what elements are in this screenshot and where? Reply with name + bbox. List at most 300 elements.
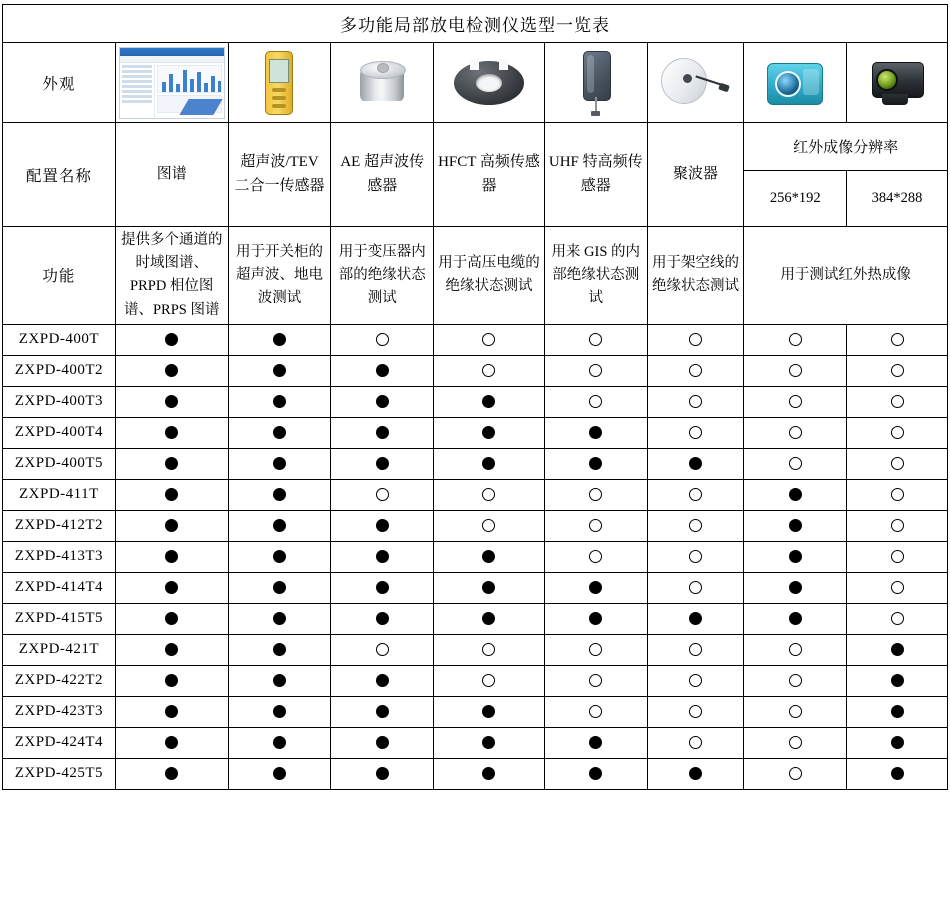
appearance-cell-hfct xyxy=(434,43,545,123)
empty-dot-icon xyxy=(589,674,602,687)
support-cell-ae xyxy=(331,355,434,386)
table-row xyxy=(3,324,948,355)
table-row xyxy=(3,758,948,789)
empty-dot-icon xyxy=(789,457,802,470)
support-cell-dish xyxy=(647,696,744,727)
support-cell-hfct xyxy=(434,541,545,572)
filled-dot-icon xyxy=(589,457,602,470)
empty-dot-icon xyxy=(689,364,702,377)
support-cell-hfct xyxy=(434,479,545,510)
empty-dot-icon xyxy=(891,519,904,532)
filled-dot-icon xyxy=(273,674,286,687)
thermal-camera-dark-icon xyxy=(850,47,944,119)
filled-dot-icon xyxy=(689,767,702,780)
row-label-config-name: 配置名称 xyxy=(3,123,116,227)
empty-dot-icon xyxy=(589,488,602,501)
support-cell-ae xyxy=(331,448,434,479)
model-name-cell: ZXPD-414T4 xyxy=(3,572,116,603)
config-name-row xyxy=(3,123,948,171)
appearance-cell-tev xyxy=(228,43,331,123)
support-cell-hfct xyxy=(434,572,545,603)
datasheet-page xyxy=(0,4,950,922)
support-cell-spectrum xyxy=(115,355,228,386)
filled-dot-icon xyxy=(891,705,904,718)
empty-dot-icon xyxy=(482,519,495,532)
function-tev: 用于开关柜的超声波、地电波测试 xyxy=(228,227,331,325)
filled-dot-icon xyxy=(482,612,495,625)
support-cell-ir384 xyxy=(847,448,948,479)
empty-dot-icon xyxy=(589,364,602,377)
appearance-cell-ae xyxy=(331,43,434,123)
empty-dot-icon xyxy=(789,643,802,656)
filled-dot-icon xyxy=(165,488,178,501)
filled-dot-icon xyxy=(273,705,286,718)
table-row xyxy=(3,696,948,727)
filled-dot-icon xyxy=(482,736,495,749)
model-name-cell: ZXPD-400T2 xyxy=(3,355,116,386)
table-row xyxy=(3,603,948,634)
support-cell-uhf xyxy=(544,541,647,572)
table-row xyxy=(3,448,948,479)
table-row xyxy=(3,665,948,696)
support-cell-spectrum xyxy=(115,324,228,355)
support-cell-spectrum xyxy=(115,448,228,479)
empty-dot-icon xyxy=(689,550,702,563)
filled-dot-icon xyxy=(165,333,178,346)
product-selection-table xyxy=(2,4,948,790)
filled-dot-icon xyxy=(482,705,495,718)
support-cell-ir384 xyxy=(847,603,948,634)
appearance-cell-ir256 xyxy=(744,43,847,123)
filled-dot-icon xyxy=(273,643,286,656)
support-cell-uhf xyxy=(544,603,647,634)
filled-dot-icon xyxy=(273,333,286,346)
support-cell-spectrum xyxy=(115,417,228,448)
software-spectrum-screenshot-icon xyxy=(119,47,225,119)
support-cell-ir256 xyxy=(744,479,847,510)
row-label-function: 功能 xyxy=(3,227,116,325)
support-cell-dish xyxy=(647,603,744,634)
support-cell-ir384 xyxy=(847,665,948,696)
support-cell-ae xyxy=(331,665,434,696)
appearance-cell-uhf xyxy=(544,43,647,123)
support-cell-hfct xyxy=(434,448,545,479)
hfct-split-core-icon xyxy=(437,47,541,119)
support-cell-ir256 xyxy=(744,603,847,634)
support-cell-uhf xyxy=(544,355,647,386)
empty-dot-icon xyxy=(482,364,495,377)
empty-dot-icon xyxy=(891,364,904,377)
support-cell-spectrum xyxy=(115,727,228,758)
support-cell-ir256 xyxy=(744,665,847,696)
support-cell-dish xyxy=(647,355,744,386)
support-cell-ae xyxy=(331,510,434,541)
support-cell-ae xyxy=(331,541,434,572)
filled-dot-icon xyxy=(273,736,286,749)
empty-dot-icon xyxy=(689,705,702,718)
support-cell-spectrum xyxy=(115,603,228,634)
empty-dot-icon xyxy=(789,705,802,718)
support-cell-dish xyxy=(647,572,744,603)
support-cell-uhf xyxy=(544,758,647,789)
filled-dot-icon xyxy=(376,612,389,625)
model-name-cell: ZXPD-422T2 xyxy=(3,665,116,696)
support-cell-tev xyxy=(228,324,331,355)
support-cell-ir384 xyxy=(847,417,948,448)
support-cell-ir384 xyxy=(847,634,948,665)
support-cell-ir384 xyxy=(847,727,948,758)
table-row xyxy=(3,634,948,665)
table-row xyxy=(3,479,948,510)
filled-dot-icon xyxy=(165,643,178,656)
function-row xyxy=(3,227,948,325)
filled-dot-icon xyxy=(376,581,389,594)
model-name-cell: ZXPD-413T3 xyxy=(3,541,116,572)
support-cell-dish xyxy=(647,541,744,572)
filled-dot-icon xyxy=(376,426,389,439)
empty-dot-icon xyxy=(376,488,389,501)
empty-dot-icon xyxy=(891,457,904,470)
filled-dot-icon xyxy=(482,426,495,439)
support-cell-uhf xyxy=(544,696,647,727)
model-name-cell: ZXPD-400T xyxy=(3,324,116,355)
model-name-cell: ZXPD-400T3 xyxy=(3,386,116,417)
filled-dot-icon xyxy=(891,643,904,656)
filled-dot-icon xyxy=(789,488,802,501)
empty-dot-icon xyxy=(789,674,802,687)
config-name-hfct: HFCT 高频传感器 xyxy=(434,123,545,227)
support-cell-ir256 xyxy=(744,448,847,479)
support-cell-ir256 xyxy=(744,541,847,572)
support-cell-tev xyxy=(228,510,331,541)
function-hfct: 用于高压电缆的绝缘状态测试 xyxy=(434,227,545,325)
table-row xyxy=(3,417,948,448)
support-cell-ir384 xyxy=(847,541,948,572)
appearance-cell-ir384 xyxy=(847,43,948,123)
filled-dot-icon xyxy=(273,519,286,532)
support-cell-ae xyxy=(331,386,434,417)
filled-dot-icon xyxy=(165,581,178,594)
model-name-cell: ZXPD-411T xyxy=(3,479,116,510)
filled-dot-icon xyxy=(376,457,389,470)
empty-dot-icon xyxy=(891,612,904,625)
config-name-ae: AE 超声波传感器 xyxy=(331,123,434,227)
filled-dot-icon xyxy=(165,457,178,470)
support-cell-tev xyxy=(228,386,331,417)
appearance-cell-spectrum xyxy=(115,43,228,123)
model-name-cell: ZXPD-412T2 xyxy=(3,510,116,541)
appearance-row xyxy=(3,43,948,123)
support-cell-hfct xyxy=(434,417,545,448)
empty-dot-icon xyxy=(689,643,702,656)
support-cell-dish xyxy=(647,510,744,541)
filled-dot-icon xyxy=(376,705,389,718)
config-name-spectrum: 图谱 xyxy=(115,123,228,227)
empty-dot-icon xyxy=(789,333,802,346)
support-cell-ir256 xyxy=(744,355,847,386)
filled-dot-icon xyxy=(273,488,286,501)
support-cell-ae xyxy=(331,572,434,603)
support-cell-tev xyxy=(228,479,331,510)
filled-dot-icon xyxy=(165,612,178,625)
support-cell-hfct xyxy=(434,603,545,634)
support-cell-ir256 xyxy=(744,417,847,448)
filled-dot-icon xyxy=(376,767,389,780)
support-cell-hfct xyxy=(434,510,545,541)
support-cell-ir384 xyxy=(847,479,948,510)
empty-dot-icon xyxy=(891,488,904,501)
support-cell-hfct xyxy=(434,696,545,727)
empty-dot-icon xyxy=(376,643,389,656)
empty-dot-icon xyxy=(689,333,702,346)
model-name-cell: ZXPD-415T5 xyxy=(3,603,116,634)
support-cell-tev xyxy=(228,727,331,758)
empty-dot-icon xyxy=(789,364,802,377)
support-cell-tev xyxy=(228,448,331,479)
filled-dot-icon xyxy=(273,767,286,780)
filled-dot-icon xyxy=(891,767,904,780)
table-row xyxy=(3,727,948,758)
filled-dot-icon xyxy=(376,674,389,687)
page-title: 多功能局部放电检测仪选型一览表 xyxy=(3,5,948,43)
empty-dot-icon xyxy=(789,736,802,749)
table-row xyxy=(3,386,948,417)
empty-dot-icon xyxy=(891,395,904,408)
support-cell-tev xyxy=(228,541,331,572)
support-cell-tev xyxy=(228,634,331,665)
filled-dot-icon xyxy=(891,736,904,749)
empty-dot-icon xyxy=(891,333,904,346)
filled-dot-icon xyxy=(376,519,389,532)
support-cell-ae xyxy=(331,727,434,758)
function-uhf: 用来 GIS 的内部绝缘状态测试 xyxy=(544,227,647,325)
support-cell-hfct xyxy=(434,727,545,758)
filled-dot-icon xyxy=(165,395,178,408)
filled-dot-icon xyxy=(482,767,495,780)
support-cell-spectrum xyxy=(115,758,228,789)
support-cell-ae xyxy=(331,603,434,634)
model-name-cell: ZXPD-400T5 xyxy=(3,448,116,479)
support-cell-ae xyxy=(331,758,434,789)
support-cell-ae xyxy=(331,324,434,355)
empty-dot-icon xyxy=(589,519,602,532)
filled-dot-icon xyxy=(273,395,286,408)
table-title-row xyxy=(3,5,948,43)
support-cell-ir384 xyxy=(847,696,948,727)
empty-dot-icon xyxy=(689,488,702,501)
filled-dot-icon xyxy=(273,612,286,625)
config-name-tev: 超声波/TEV 二合一传感器 xyxy=(228,123,331,227)
filled-dot-icon xyxy=(789,519,802,532)
empty-dot-icon xyxy=(482,333,495,346)
function-dish: 用于架空线的绝缘状态测试 xyxy=(647,227,744,325)
filled-dot-icon xyxy=(589,612,602,625)
support-cell-hfct xyxy=(434,634,545,665)
support-cell-hfct xyxy=(434,386,545,417)
filled-dot-icon xyxy=(689,457,702,470)
filled-dot-icon xyxy=(165,674,178,687)
empty-dot-icon xyxy=(891,581,904,594)
support-cell-tev xyxy=(228,417,331,448)
ae-ultrasonic-puck-icon xyxy=(334,47,430,119)
model-name-cell: ZXPD-425T5 xyxy=(3,758,116,789)
support-cell-ir384 xyxy=(847,572,948,603)
filled-dot-icon xyxy=(589,426,602,439)
support-cell-dish xyxy=(647,479,744,510)
support-cell-uhf xyxy=(544,572,647,603)
empty-dot-icon xyxy=(689,736,702,749)
filled-dot-icon xyxy=(165,550,178,563)
empty-dot-icon xyxy=(589,643,602,656)
empty-dot-icon xyxy=(689,674,702,687)
support-cell-spectrum xyxy=(115,572,228,603)
config-name-uhf: UHF 特高频传感器 xyxy=(544,123,647,227)
support-cell-spectrum xyxy=(115,541,228,572)
support-cell-hfct xyxy=(434,758,545,789)
thermal-camera-cyan-icon xyxy=(747,47,843,119)
support-cell-uhf xyxy=(544,510,647,541)
config-name-dish: 聚波器 xyxy=(647,123,744,227)
empty-dot-icon xyxy=(689,581,702,594)
support-cell-tev xyxy=(228,355,331,386)
support-cell-uhf xyxy=(544,324,647,355)
support-cell-dish xyxy=(647,727,744,758)
empty-dot-icon xyxy=(589,333,602,346)
support-cell-ir256 xyxy=(744,696,847,727)
support-cell-ae xyxy=(331,634,434,665)
support-cell-dish xyxy=(647,324,744,355)
table-row xyxy=(3,541,948,572)
filled-dot-icon xyxy=(689,612,702,625)
support-cell-hfct xyxy=(434,324,545,355)
support-cell-hfct xyxy=(434,665,545,696)
support-cell-spectrum xyxy=(115,479,228,510)
filled-dot-icon xyxy=(165,705,178,718)
filled-dot-icon xyxy=(376,395,389,408)
support-cell-dish xyxy=(647,448,744,479)
empty-dot-icon xyxy=(589,395,602,408)
config-name-ir-group-header: 红外成像分辨率 xyxy=(744,123,948,171)
parabolic-dish-icon xyxy=(651,47,741,119)
support-cell-ir256 xyxy=(744,634,847,665)
support-cell-ir384 xyxy=(847,758,948,789)
model-name-cell: ZXPD-400T4 xyxy=(3,417,116,448)
filled-dot-icon xyxy=(482,457,495,470)
filled-dot-icon xyxy=(376,550,389,563)
handheld-tev-meter-icon xyxy=(232,47,328,119)
filled-dot-icon xyxy=(589,767,602,780)
filled-dot-icon xyxy=(165,519,178,532)
support-cell-ir256 xyxy=(744,510,847,541)
filled-dot-icon xyxy=(789,550,802,563)
empty-dot-icon xyxy=(376,333,389,346)
support-cell-ae xyxy=(331,479,434,510)
filled-dot-icon xyxy=(376,736,389,749)
filled-dot-icon xyxy=(589,736,602,749)
filled-dot-icon xyxy=(165,767,178,780)
empty-dot-icon xyxy=(589,705,602,718)
support-cell-ir384 xyxy=(847,386,948,417)
filled-dot-icon xyxy=(891,674,904,687)
filled-dot-icon xyxy=(273,364,286,377)
model-name-cell: ZXPD-424T4 xyxy=(3,727,116,758)
support-cell-spectrum xyxy=(115,386,228,417)
model-name-cell: ZXPD-423T3 xyxy=(3,696,116,727)
function-ir: 用于测试红外热成像 xyxy=(744,227,948,325)
support-cell-tev xyxy=(228,696,331,727)
support-cell-uhf xyxy=(544,448,647,479)
function-spectrum: 提供多个通道的时域图谱、PRPD 相位图谱、PRPS 图谱 xyxy=(115,227,228,325)
empty-dot-icon xyxy=(689,426,702,439)
support-cell-ir384 xyxy=(847,324,948,355)
support-cell-dish xyxy=(647,417,744,448)
row-label-appearance: 外观 xyxy=(3,43,116,123)
support-cell-hfct xyxy=(434,355,545,386)
support-cell-tev xyxy=(228,603,331,634)
filled-dot-icon xyxy=(273,457,286,470)
support-cell-spectrum xyxy=(115,696,228,727)
filled-dot-icon xyxy=(165,736,178,749)
support-cell-dish xyxy=(647,758,744,789)
empty-dot-icon xyxy=(689,395,702,408)
support-cell-ir256 xyxy=(744,572,847,603)
support-cell-spectrum xyxy=(115,665,228,696)
support-cell-ae xyxy=(331,417,434,448)
empty-dot-icon xyxy=(891,550,904,563)
support-cell-uhf xyxy=(544,479,647,510)
table-row xyxy=(3,572,948,603)
table-row xyxy=(3,355,948,386)
support-cell-ir256 xyxy=(744,324,847,355)
support-cell-ir384 xyxy=(847,355,948,386)
support-cell-uhf xyxy=(544,665,647,696)
filled-dot-icon xyxy=(482,395,495,408)
filled-dot-icon xyxy=(165,426,178,439)
support-cell-dish xyxy=(647,634,744,665)
filled-dot-icon xyxy=(789,581,802,594)
support-cell-spectrum xyxy=(115,634,228,665)
empty-dot-icon xyxy=(789,395,802,408)
ir-resolution-384: 384*288 xyxy=(847,171,948,227)
uhf-sensor-pad-icon xyxy=(548,47,644,119)
empty-dot-icon xyxy=(482,643,495,656)
appearance-cell-dish xyxy=(647,43,744,123)
empty-dot-icon xyxy=(789,767,802,780)
support-cell-ir256 xyxy=(744,727,847,758)
support-cell-tev xyxy=(228,665,331,696)
empty-dot-icon xyxy=(891,426,904,439)
support-cell-ae xyxy=(331,696,434,727)
support-cell-uhf xyxy=(544,727,647,758)
support-cell-uhf xyxy=(544,386,647,417)
support-cell-uhf xyxy=(544,417,647,448)
empty-dot-icon xyxy=(689,519,702,532)
support-cell-ir256 xyxy=(744,386,847,417)
support-cell-dish xyxy=(647,386,744,417)
function-ae: 用于变压器内部的绝缘状态测试 xyxy=(331,227,434,325)
filled-dot-icon xyxy=(273,550,286,563)
ir-resolution-256: 256*192 xyxy=(744,171,847,227)
support-cell-dish xyxy=(647,665,744,696)
filled-dot-icon xyxy=(273,426,286,439)
table-row xyxy=(3,510,948,541)
filled-dot-icon xyxy=(789,612,802,625)
empty-dot-icon xyxy=(789,426,802,439)
filled-dot-icon xyxy=(165,364,178,377)
filled-dot-icon xyxy=(482,550,495,563)
filled-dot-icon xyxy=(273,581,286,594)
support-cell-tev xyxy=(228,758,331,789)
